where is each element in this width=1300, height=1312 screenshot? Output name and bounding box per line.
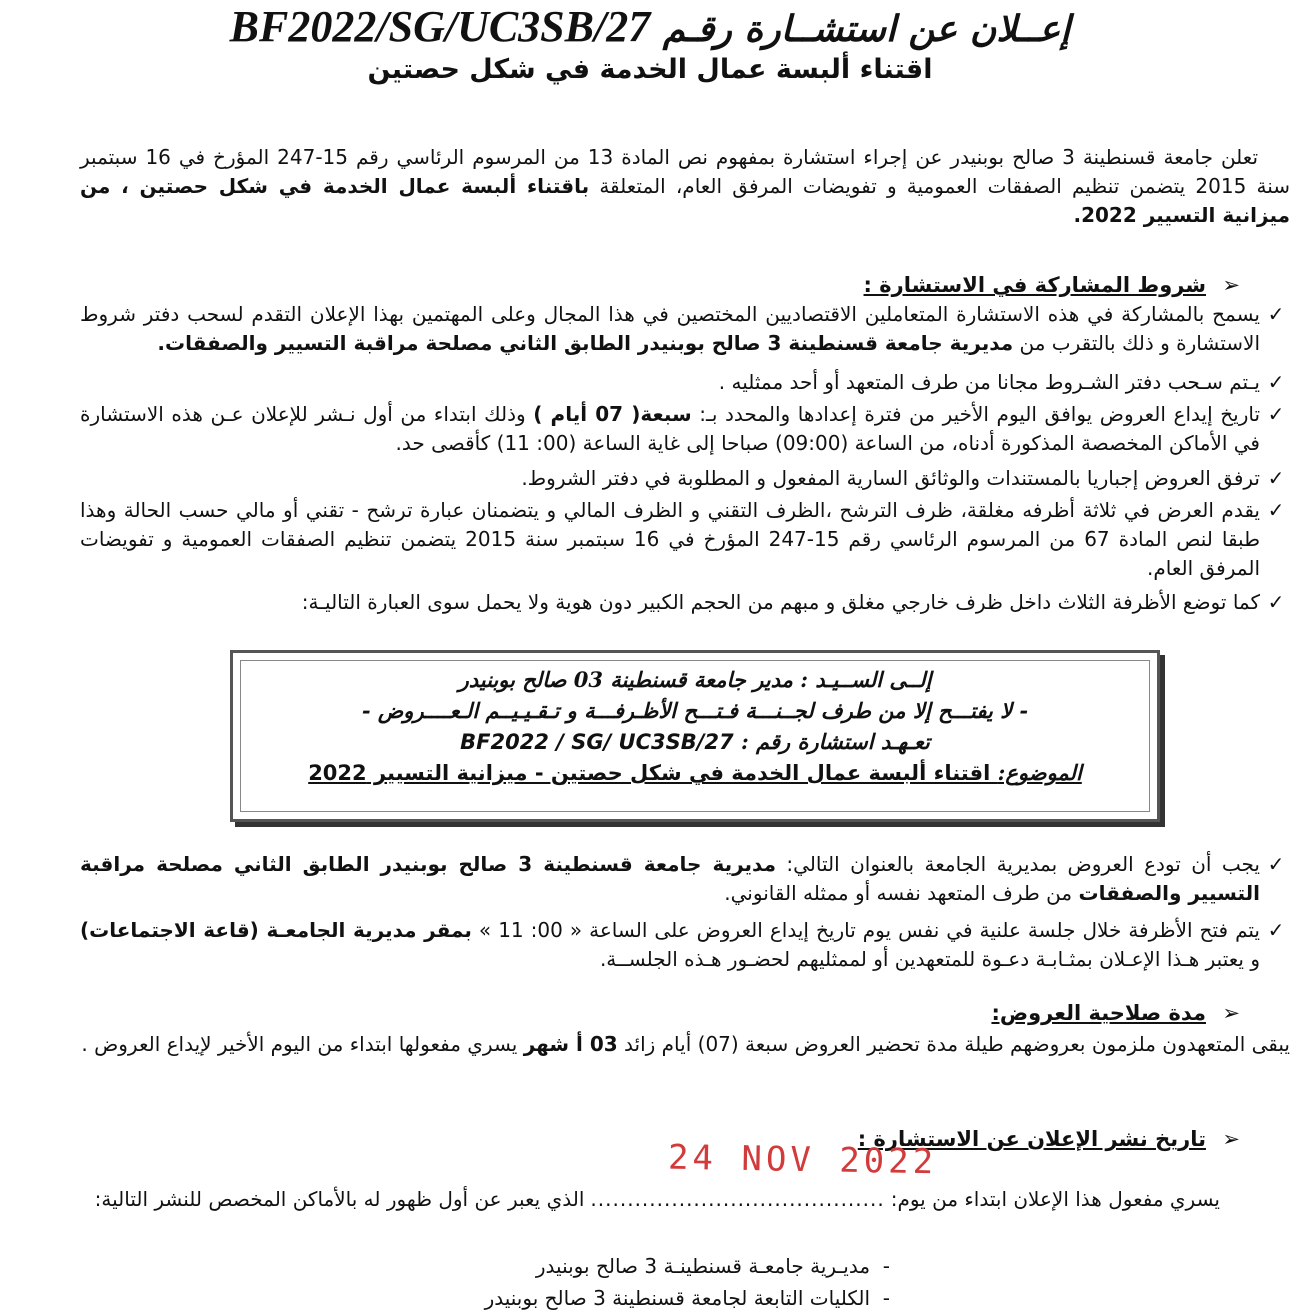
publication-place: - مديـرية جامعـة قسنطينـة 3 صالح بوبنيدر — [535, 1254, 890, 1278]
item-text: من طرف المتعهد نفسه أو ممثله القانوني. — [724, 881, 1079, 905]
effective-text: يسري مفعول هذا الإعلان ابتداء من يوم: — [890, 1187, 1220, 1211]
effective-date-line — [60, 1185, 1220, 1214]
announcement-title — [120, 4, 1180, 52]
participation-heading — [864, 270, 1240, 300]
check-icon: ✓ — [1267, 302, 1285, 326]
place-text: مديـرية جامعـة قسنطينـة 3 صالح بوبنيدر — [535, 1254, 871, 1278]
list-item — [80, 464, 1290, 493]
check-icon: ✓ — [1267, 852, 1285, 876]
list-item — [80, 300, 1290, 358]
arrow-bullet-icon: ➢ — [1222, 273, 1240, 297]
envelope-reference-code: BF2022 / SG/ UC3SB/27 — [460, 730, 734, 754]
arrow-bullet-icon: ➢ — [1222, 1127, 1240, 1151]
item-text: تاريخ إيداع العروض يوافق اليوم الأخير من فترة إعدادها والمحدد بـ: — [699, 402, 1261, 426]
check-icon: ✓ — [1267, 498, 1285, 522]
envelope-subject-text: اقتناء ألبسة عمال الخدمة في شكل حصتين - ميزانية التسيير 2022 — [308, 761, 998, 785]
check-icon: ✓ — [1267, 402, 1285, 426]
item-text: يسمح بالمشاركة في هذه الاستشارة المتعاملين الاقتصاديين المختصين في هذا المجال وعلى المهتمين بهذا الإعلان التقدم لسحب دفتر شروط الاستشارة و ذلك بالتقرب من — [80, 302, 1260, 355]
item-bold-text: سبعة( 07 أيام ) — [533, 402, 692, 426]
consultation-code: BF2022/SG/UC3SB/27 — [229, 2, 651, 51]
effective-text: الذي يعبر عن أول ظهور له بالأماكن المخصص للنشر التالية: — [94, 1187, 585, 1211]
list-item — [80, 588, 1290, 617]
item-bold-text: مديرية جامعة قسنطينة 3 صالح بوبنيدر الطابق الثاني مصلحة مراقبة التسيير والصفقات — [80, 852, 1260, 905]
title-prefix: إعــلان عن استشــارة رقـم — [662, 8, 1071, 50]
item-text: يجب أن تودع العروض بمديرية الجامعة بالعنوان التالي: — [776, 852, 1260, 876]
validity-text: يبقى المتعهدون ملزمون بعروضهم طيلة مدة تحضير العروض سبعة (07) أيام زائد — [617, 1032, 1290, 1056]
intro-text: تعلن جامعة قسنطينة 3 صالح بوبنيدر عن إجراء استشارة بمفهوم نص المادة 13 من المرسوم الرئاسي رقم 15-247 المؤرخ في 16 سبتمبر سنة 2015 يتضمن تنظيم الصفقات العمومية و تفويضات المرفق العام، المتعلقة — [80, 145, 1291, 198]
check-icon: ✓ — [1267, 466, 1285, 490]
publication-place: - الكليات التابعة لجامعة قسنطينة 3 صالح بوبنيدر — [484, 1286, 890, 1310]
date-blank: ........................................ — [590, 1187, 885, 1211]
check-icon: ✓ — [1267, 918, 1285, 942]
announcement-subtitle: اقتناء ألبسة عمال الخدمة في شكل حصتين — [367, 54, 933, 85]
validity-paragraph — [80, 1030, 1290, 1059]
envelope-label-box — [230, 650, 1160, 822]
envelope-addressee: إلــى الســيـد : مدير جامعة قسنطينة 03 صالح بوبنيدر — [458, 667, 932, 692]
item-bold-text: بمقر مديرية الجامعـة (قاعة الاجتماعات) — [80, 918, 472, 942]
list-item — [80, 916, 1290, 974]
arrow-bullet-icon: ➢ — [1222, 1001, 1240, 1025]
check-icon: ✓ — [1267, 370, 1285, 394]
list-item — [80, 496, 1290, 583]
list-item — [80, 850, 1290, 908]
item-text: يـتم سـحب دفتر الشـروط مجانا من طرف المتعهد أو أحد ممثليه . — [718, 370, 1260, 394]
envelope-subject — [233, 758, 1157, 788]
place-text: الكليات التابعة لجامعة قسنطينة 3 صالح بوبنيدر — [484, 1286, 871, 1310]
validity-bold-text: 03 أ شهر — [523, 1032, 618, 1056]
item-text: كما توضع الأظرفة الثلاث داخل ظرف خارجي مغلق و مبهم من الحجم الكبير دون هوية ولا يحمل سوى العبارة التاليـة: — [301, 590, 1260, 614]
publication-heading-text: تاريخ نشر الإعلان عن الاستشارة : — [857, 1127, 1206, 1151]
intro-bold-text: باقتناء ألبسة عمال الخدمة في شكل حصتين ، من ميزانية التسيير 2022. — [80, 174, 1290, 227]
list-item — [80, 368, 1290, 397]
item-text: و يعتبر هـذا الإعـلان بمثـابـة دعـوة للمتعهدين أو لممثليهم لحضـور هـذه الجلســة. — [599, 947, 1260, 971]
envelope-reference-label: تعـهـد استشارة رقم : — [740, 729, 930, 754]
envelope-warning: - لا يفتـــح إلا من طرف لجــنـــة فـتـــح الأظـرفـــة و تـقـيـيــم الـعــــروض - — [361, 698, 1029, 723]
envelope-subject-label: الموضوع: — [997, 760, 1082, 785]
check-icon: ✓ — [1267, 590, 1285, 614]
participation-heading-text: شروط المشاركة في الاستشارة : — [863, 273, 1206, 297]
item-text: يتم فتح الأظرفة خلال جلسة علنية في نفس يوم تاريخ إيداع العروض على الساعة « 00: 11 » — [471, 918, 1260, 942]
validity-heading-text: مدة صلاحية العروض: — [991, 1001, 1206, 1025]
item-text: وذلك ابتداء من أول نـشر للإعلان عـن هذه الاستشارة في الأماكن المخصصة المذكورة أدناه، من الساعة (09:00) صباحا إلى غاية الساعة (00: 11) كأقصى حد. — [80, 402, 1260, 455]
item-text: ترفق العروض إجباريا بالمستندات والوثائق السارية المفعول و المطلوبة في دفتر الشروط. — [521, 466, 1260, 490]
validity-text: يسري مفعولها ابتداء من اليوم الأخير لإيداع العروض . — [81, 1032, 524, 1056]
envelope-reference — [233, 727, 1157, 757]
date-stamp: 24 NOV 2022 — [667, 1137, 938, 1183]
item-bold-text: مديرية جامعة قسنطينة 3 صالح بوبنيدر الطابق الثاني مصلحة مراقبة التسيير والصفقات. — [157, 331, 1014, 355]
list-item — [80, 400, 1290, 458]
item-text: يقدم العرض في ثلاثة أظرفه مغلقة، ظرف الترشح ،الظرف التقني و الظرف المالي و يتضمنان عبارة ترشح - تقني أو مالي حسب الحالة وهذا طبقا لنص المادة 67 من المرسوم الرئاسي رقم 15-247 المؤرخ في 16 سبتمبر سنة 2015 يتضمن تنظيم الصفقات العمومية و تفويضات المرفق العام. — [80, 498, 1261, 580]
validity-heading — [991, 998, 1240, 1028]
intro-paragraph — [80, 143, 1290, 230]
